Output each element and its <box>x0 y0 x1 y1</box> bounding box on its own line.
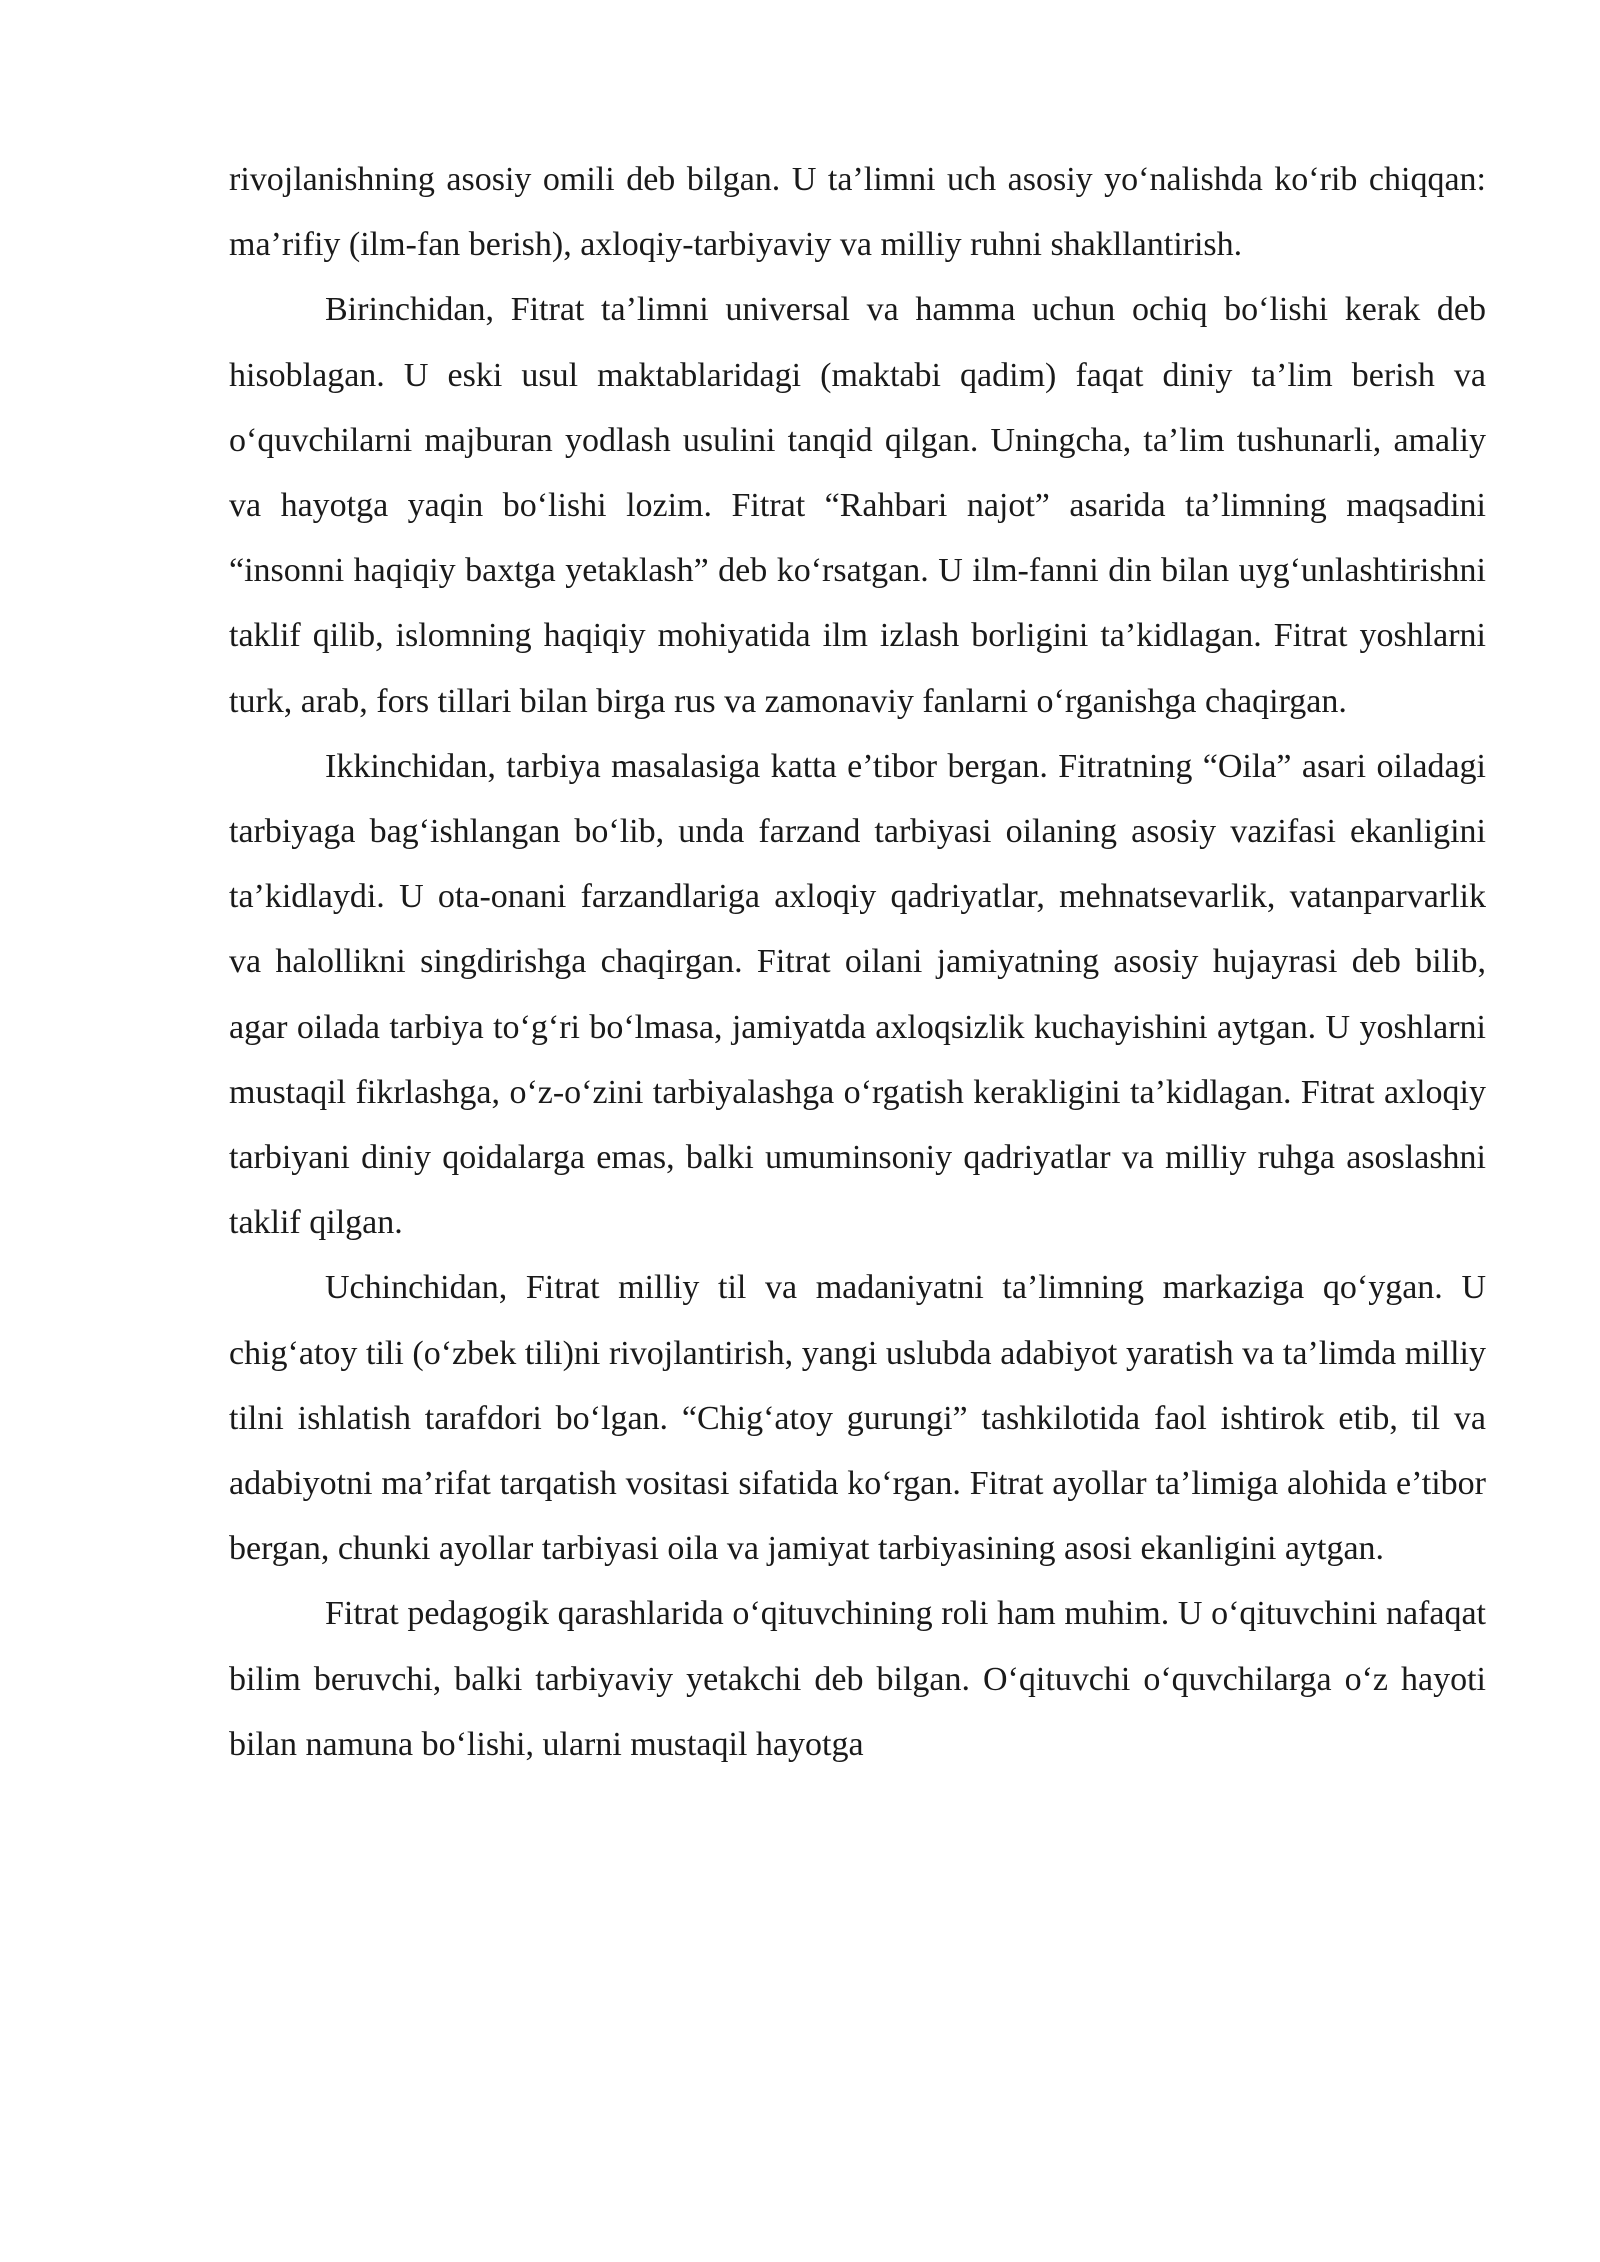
paragraph-birinchidan: Birinchidan, Fitrat ta’limni universal va hamma uchun ochiq bo‘lishi kerak deb hisoblagan. U eski usul maktablaridagi (maktabi qadim) faqat diniy ta’lim berish va o‘quvchilarni majburan yodlash usulini tanqid qilgan. Uningcha, ta’lim tushunarli, amaliy va hayotga yaqin bo‘lishi lozim. Fitrat “Rahbari najot” asarida ta’limning maqsadini “insonni haqiqiy baxtga yetaklash” deb ko‘rsatgan. U ilm-fanni din bilan uyg‘unlashtirishni taklif qilib, islomning haqiqiy mohiyatida ilm izlash borligini ta’kidlagan. Fitrat yoshlarni turk, arab, fors tillari bilan birga rus va zamonaviy fanlarni o‘rganishga chaqirgan. <box>229 291 1486 720</box>
paragraph-continuation: rivojlanishning asosiy omili deb bilgan. U ta’limni uch asosiy yo‘nalishda ko‘rib chiqqan: ma’rifiy (ilm-fan berish), axloqiy-tarbiyaviy va milliy ruhni shakllantirish. <box>229 161 1486 264</box>
paragraph-teacher-role: Fitrat pedagogik qarashlarida o‘qituvchining roli ham muhim. U o‘qituvchini nafaqat bilim beruvchi, balki tarbiyaviy yetakchi deb bilgan. O‘qituvchi o‘quvchilarga o‘z hayoti bilan namuna bo‘lishi, ularni mustaqil hayotga <box>229 1595 1486 1763</box>
paragraph-ikkinchidan: Ikkinchidan, tarbiya masalasiga katta e’tibor bergan. Fitratning “Oila” asari oiladagi tarbiyaga bag‘ishlangan bo‘lib, unda farzand tarbiyasi oilaning asosiy vazifasi ekanligini ta’kidlaydi. U ota-onani farzandlariga axloqiy qadriyatlar, mehnatsevarlik, vatanparvarlik va halollikni singdirishga chaqirgan. Fitrat oilani jamiyatning asosiy hujayrasi deb bilib, agar oilada tarbiya to‘g‘ri bo‘lmasa, jamiyatda axloqsizlik kuchayishini aytgan. U yoshlarni mustaqil fikrlashga, o‘z-o‘zini tarbiyalashga o‘rgatish kerakligini ta’kidlagan. Fitrat axloqiy tarbiyani diniy qoidalarga emas, balki umuminsoniy qadriyatlar va milliy ruhga asoslashni taklif qilgan. <box>229 747 1486 1242</box>
document-page <box>229 147 1486 1777</box>
paragraph-uchinchidan: Uchinchidan, Fitrat milliy til va madaniyatni ta’limning markaziga qo‘ygan. U chig‘atoy tili (o‘zbek tili)ni rivojlantirish, yangi uslubda adabiyot yaratish va ta’limda milliy tilni ishlatish tarafdori bo‘lgan. “Chig‘atoy gurungi” tashkilotida faol ishtirok etib, til va adabiyotni ma’rifat tarqatish vositasi sifatida ko‘rgan. Fitrat ayollar ta’limiga alohida e’tibor bergan, chunki ayollar tarbiyasi oila va jamiyat tarbiyasining asosi ekanligini aytgan. <box>229 1269 1486 1568</box>
